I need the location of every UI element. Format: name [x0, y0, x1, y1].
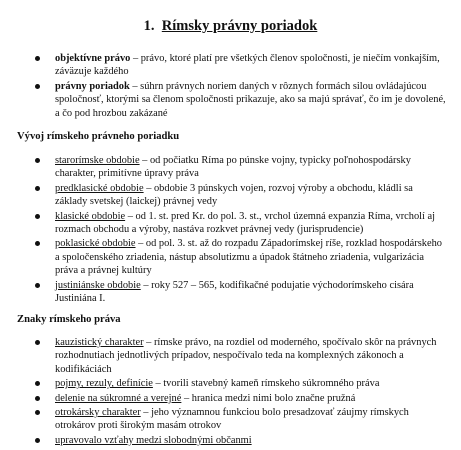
document-title [0, 17, 461, 35]
list-item [0, 392, 461, 405]
list-item-term: delenie na súkromné a verejné [55, 392, 182, 404]
list-item [0, 182, 461, 209]
list-item-term: objektívne právo [55, 53, 131, 64]
intro-list-block [0, 52, 461, 121]
list-item-term: predklasické obdobie [55, 182, 144, 194]
history-list [0, 154, 461, 305]
list-item-text: – od počiatku Ríma po púnske vojny, typicky poľnohospodársky charakter, primitívne úpravy práva [55, 155, 411, 180]
list-item-text: – hranica medzi nimi bolo značne pružná [181, 392, 356, 404]
list-item-term: otrokársky charakter [55, 407, 141, 419]
list-item-term: pojmy, rezuly, definície [55, 378, 153, 390]
list-item [0, 406, 461, 433]
list-item-text: – súhrn právnych noriem daných v rôznych formách silou ovládajúcou spoločnosť, ktorými sa členom spoločnosti prikazuje, ako sa majú správať, čo im je dovolené, a čo pod hrozbou zakázané [55, 80, 446, 119]
list-item [0, 52, 461, 79]
list-item [0, 154, 461, 181]
section-heading-features: Znaky rímskeho práva [17, 314, 121, 325]
list-item-text: – tvorili stavebný kameň rímskeho súkromného práva [152, 378, 380, 390]
list-item [0, 210, 461, 237]
list-item-term: kauzistický charakter [55, 337, 144, 348]
features-list [0, 336, 461, 447]
section-heading-history: Vývoj rímskeho právneho poriadku [17, 131, 180, 142]
list-item-term: justiniánske obdobie [55, 279, 141, 291]
list-item-text: – jeho významnou funkciou bolo presadzovať záujmy rímskych otrokárov proti širokým masám otrokov [55, 407, 409, 432]
list-item-text: – rímske právo, na rozdiel od moderného, spočívalo skôr na právnych rozhodnutiach jednotlivých prípadov, nespočívalo teda na komplexných zákonoch a kodifikáciách [55, 337, 437, 375]
list-item-text: – od 1. st. pred Kr. do pol. 3. st., vrchol územná expanzia Ríma, vrcholí aj rozmach obchodu a výroby, nastáva rozkvet právnej vedy (jurisprudencie) [55, 210, 436, 236]
list-item [0, 279, 461, 306]
list-item-term: upravovalo vzťahy medzi slobodnými občanmi [55, 434, 252, 446]
list-item [0, 377, 461, 390]
title-text: Rímsky právny poriadok [161, 18, 318, 34]
list-item-term: klasické obdobie [55, 210, 126, 222]
list-item-term: poklasické obdobie [55, 238, 136, 250]
list-item [0, 336, 461, 376]
title-number: 1. [143, 18, 155, 34]
list-item-text: – právo, ktoré platí pre všetkých členov spoločnosti, je niečím vonkajším, záväzuje každého [55, 53, 440, 78]
list-item-text: – od pol. 3. st. až do rozpadu Západorímskej ríše, rozklad hospodárskeho a spoločenského zriadenia, nástup absolutizmu a úpadok štátneho zriadenia, vulgarizácia práva a právnej kultúry [55, 238, 442, 277]
features-list-block [0, 336, 461, 448]
list-item [0, 80, 461, 120]
list-item [0, 237, 461, 277]
list-item-term: starorímske obdobie [55, 155, 140, 166]
list-item-term: právny poriadok [55, 80, 130, 92]
intro-list [0, 52, 461, 120]
list-item-text: – roky 527 – 565, kodifikačné podujatie východorímskeho cisára Justiniána I. [55, 279, 414, 305]
list-item-text: – obdobie 3 púnskych vojen, rozvoj výroby a obchodu, kládli sa základy svetskej (laickej) právnej vedy [55, 182, 413, 208]
list-item [0, 434, 461, 447]
history-list-block [0, 154, 461, 306]
